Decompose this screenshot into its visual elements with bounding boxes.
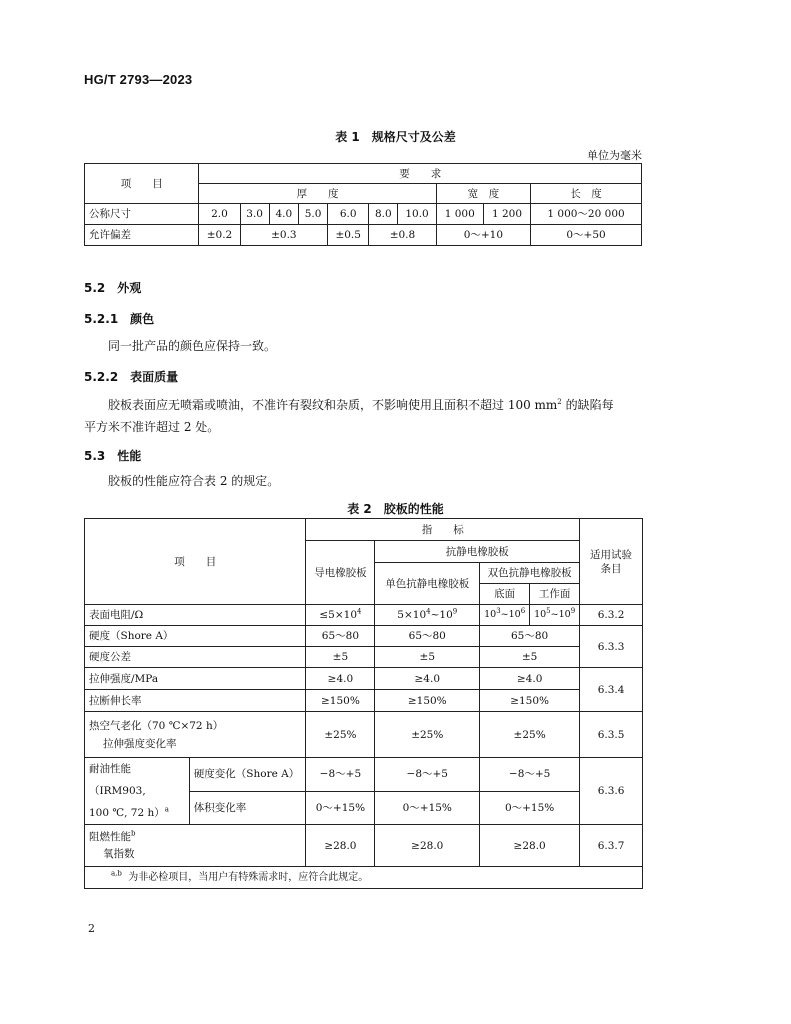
oil-hardness-label: 硬度变化（Shore A）: [189, 758, 306, 792]
width-tolerance-cell: 0～+10: [436, 225, 530, 246]
hardness-tol-double: ±5: [480, 647, 580, 668]
width-cell: 1 200: [483, 204, 530, 225]
resistance-work: $10^5\sim 10^9$: [530, 605, 580, 626]
aging-cond: ±25%: [306, 712, 375, 758]
thickness-cell: 8.0: [369, 204, 398, 225]
length-header: 长 度: [531, 184, 642, 204]
tensile-label: 拉伸强度/MPa: [85, 668, 306, 690]
tolerance-cell: ±0.3: [240, 225, 328, 246]
tolerance-cell: ±0.8: [369, 225, 436, 246]
section-5-2: 5.2 外观: [84, 281, 142, 295]
nominal-label: 公称尺寸: [85, 204, 199, 225]
aging-double: ±25%: [480, 712, 580, 758]
surface-sup: 2: [557, 398, 562, 406]
tensile-double: ≥4.0: [480, 668, 580, 690]
flame-double: ≥28.0: [480, 825, 580, 867]
thickness-cell: 4.0: [269, 204, 298, 225]
oil-volume-label: 体积变化率: [189, 791, 306, 825]
bottom-header: 底面: [480, 584, 530, 605]
item-header: 项 目: [85, 164, 199, 204]
aging-method: 6.3.5: [580, 712, 643, 758]
resistance-cond: $\le 5\times 10^4$: [306, 605, 375, 626]
surface-text-c: 平方米不准许超过 2 处。: [84, 420, 220, 434]
thickness-cell: 2.0: [199, 204, 240, 225]
table1-unit: 单位为毫米: [587, 149, 642, 162]
aging-label: 热空气老化（70 ℃×72 h） 拉伸强度变化率: [85, 712, 306, 758]
spec-table: [84, 163, 642, 246]
section-5-3: 5.3 性能: [84, 449, 142, 463]
tolerance-cell: ±0.2: [199, 225, 240, 246]
oil-hardness-cond: −8～+5: [306, 758, 375, 792]
flame-label: 阻燃性能$^b$ 氧指数: [85, 825, 306, 867]
flame-method: 6.3.7: [580, 825, 643, 867]
hardness-tol-label: 硬度公差: [85, 647, 306, 668]
performance-table: [84, 518, 643, 889]
oil-volume-cond: 0～+15%: [306, 791, 375, 825]
tensile-single: ≥4.0: [375, 668, 480, 690]
oil-volume-single: 0～+15%: [375, 791, 480, 825]
width-cell: 1 000: [436, 204, 483, 225]
paragraph-performance: 胶板的性能应符合表 2 的规定。: [108, 474, 280, 488]
resistance-method: 6.3.2: [580, 605, 643, 626]
hardness-tol-cond: ±5: [306, 647, 375, 668]
elongation-single: ≥150%: [375, 690, 480, 712]
length-cell: 1 000～20 000: [531, 204, 642, 225]
width-header: 宽 度: [436, 184, 530, 204]
oil-method: 6.3.6: [580, 758, 643, 825]
work-header: 工作面: [530, 584, 580, 605]
tensile-method: 6.3.4: [580, 668, 643, 712]
thickness-cell: 3.0: [240, 204, 269, 225]
elongation-double: ≥150%: [480, 690, 580, 712]
length-tolerance-cell: 0～+50: [531, 225, 642, 246]
method-header: [580, 519, 643, 605]
table1-caption: 表 1 规格尺寸及公差: [335, 130, 456, 144]
antistatic-header: 抗静电橡胶板: [375, 541, 580, 563]
method-header-2: 条目: [600, 562, 622, 575]
method-header-1: 适用试验: [590, 548, 633, 561]
paragraph-color: 同一批产品的颜色应保持一致。: [108, 339, 277, 353]
double-color-header: 双色抗静电橡胶板: [480, 563, 580, 584]
conductive-header: 导电橡胶板: [306, 541, 375, 605]
tensile-cond: ≥4.0: [306, 668, 375, 690]
thickness-header: 厚 度: [199, 184, 436, 204]
hardness-tol-single: ±5: [375, 647, 480, 668]
oil-hardness-single: −8～+5: [375, 758, 480, 792]
hardness-single: 65～80: [375, 626, 480, 647]
surface-text-a: 胶板表面应无喷霜或喷油，不准许有裂纹和杂质，不影响使用且面积不超过 100 mm: [108, 398, 558, 412]
standard-number: HG/T 2793—2023: [84, 72, 193, 87]
table2-caption: 表 2 胶板的性能: [347, 502, 444, 516]
thickness-cell: 6.0: [328, 204, 369, 225]
tolerance-label: 允许偏差: [85, 225, 199, 246]
section-5-2-1: 5.2.1 颜色: [84, 312, 155, 326]
flame-single: ≥28.0: [375, 825, 480, 867]
section-5-2-2: 5.2.2 表面质量: [84, 370, 179, 384]
hardness-cond: 65～80: [306, 626, 375, 647]
thickness-cell: 5.0: [298, 204, 327, 225]
elongation-label: 拉断伸长率: [85, 690, 306, 712]
elongation-cond: ≥150%: [306, 690, 375, 712]
paragraph-surface: [84, 394, 644, 438]
flame-cond: ≥28.0: [306, 825, 375, 867]
aging-single: ±25%: [375, 712, 480, 758]
resistance-single: $5\times 10^4\sim 10^9$: [375, 605, 480, 626]
resistance-bottom: $10^3\sim 10^6$: [480, 605, 530, 626]
table2-footnote: $^{a,b}$ 为非必检项目，当用户有特殊需求时，应符合此规定。: [85, 867, 643, 889]
surface-text-b: 的缺陷每: [561, 398, 614, 412]
thickness-cell: 10.0: [398, 204, 436, 225]
oil-label: 耐油性能（IRM903, 100 ℃, 72 h）$^a$: [85, 758, 190, 825]
oil-hardness-double: −8～+5: [480, 758, 580, 792]
hardness-double: 65～80: [480, 626, 580, 647]
item-header: 项 目: [85, 519, 306, 605]
tolerance-cell: ±0.5: [328, 225, 369, 246]
requirement-header: 要 求: [199, 164, 642, 184]
single-color-header: 单色抗静电橡胶板: [375, 563, 480, 605]
index-header: 指 标: [306, 519, 580, 541]
hardness-method: 6.3.3: [580, 626, 643, 668]
hardness-label: 硬度（Shore A）: [85, 626, 306, 647]
page-number: 2: [88, 922, 95, 935]
resistance-label: 表面电阻/Ω: [85, 605, 306, 626]
oil-volume-double: 0～+15%: [480, 791, 580, 825]
